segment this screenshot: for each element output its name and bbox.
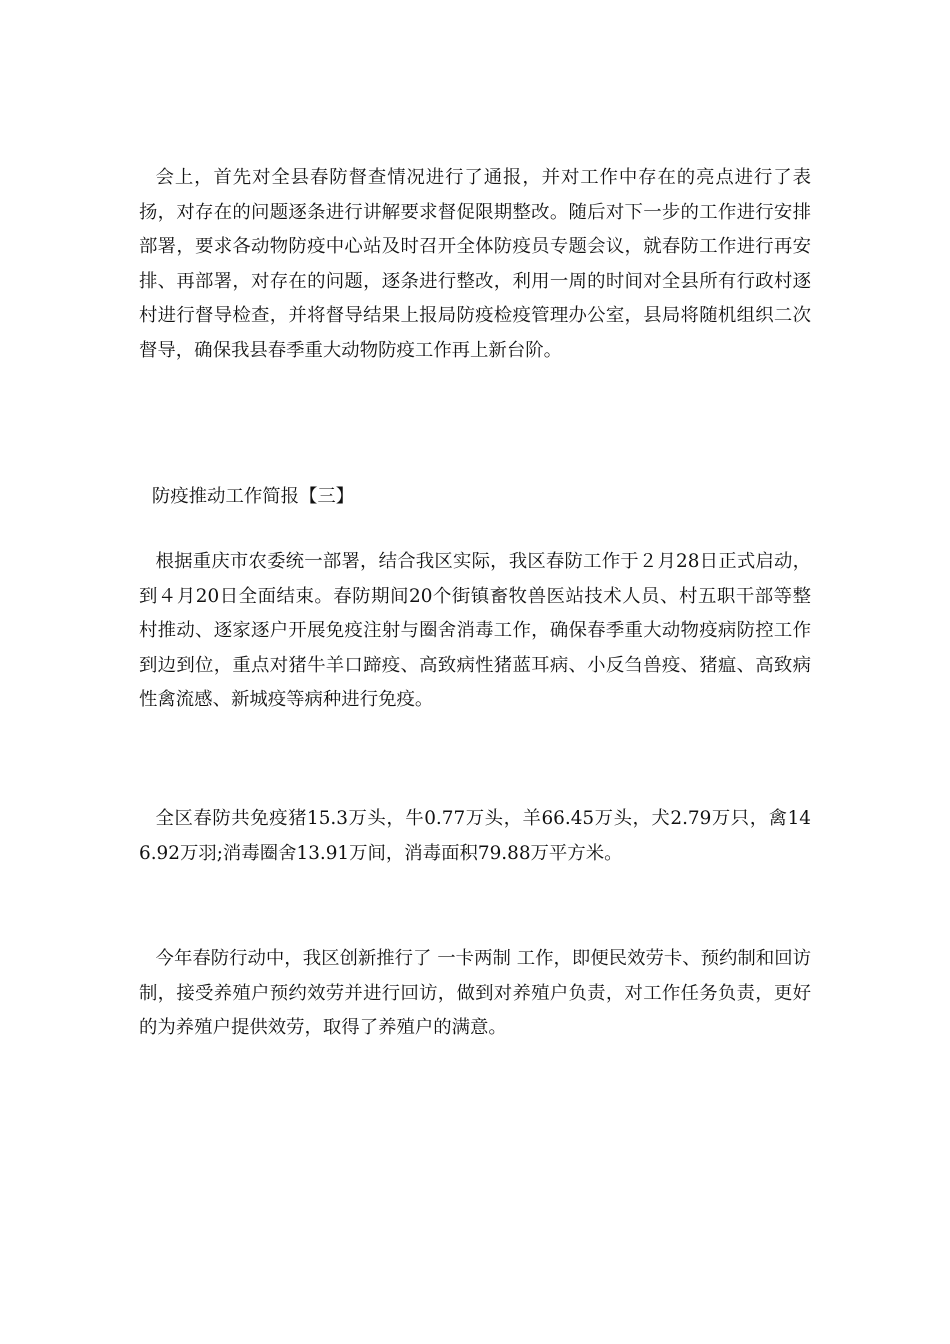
paragraph-meeting-report: 会上，首先对全县春防督查情况进行了通报，并对工作中存在的亮点进行了表扬，对存在的问题逐条进行讲解要求督促限期整改。随后对下一步的工作进行安排部署，要求各动物防疫中心站及时召开全体防疫员专题会议，就春防工作进行再安排、再部署，对存在的问题，逐条进行整改，利用一周的时间对全县所有行政村逐村进行督导检查，并将督导结果上报局防疫检疫管理办公室，县局将随机组织二次督导，确保我县春季重大动物防疫工作再上新台阶。 [139, 167, 811, 361]
paragraph-spring-campaign: 根据重庆市农委统一部署，结合我区实际，我区春防工作于２月28日正式启动，到４月20日全面结束。春防期间20个街镇畜牧兽医站技术人员、村五职干部等整村推动、逐家逐户开展免疫注射与圈舍消毒工作，确保春季重大动物疫病防控工作到边到位，重点对猪牛羊口蹄疫、高致病性猪蓝耳病、小反刍兽疫、猪瘟、高致病性禽流感、新城疫等病种进行免疫。 [139, 551, 811, 711]
paragraph-immunization-stats: 全区春防共免疫猪15.3万头，牛0.77万头，羊66.45万头，犬2.79万只，禽146.92万羽;消毒圈舍13.91万间，消毒面积79.88万平方米。 [139, 808, 811, 864]
section-heading: 防疫推动工作简报【三】 [151, 486, 355, 507]
paragraph-service-innovation: 今年春防行动中，我区创新推行了 一卡两制 工作，即便民效劳卡、预约制和回访制，接受养殖户预约效劳并进行回访，做到对养殖户负责，对工作任务负责，更好的为养殖户提供效劳，取得了养殖户的满意。 [139, 948, 811, 1039]
